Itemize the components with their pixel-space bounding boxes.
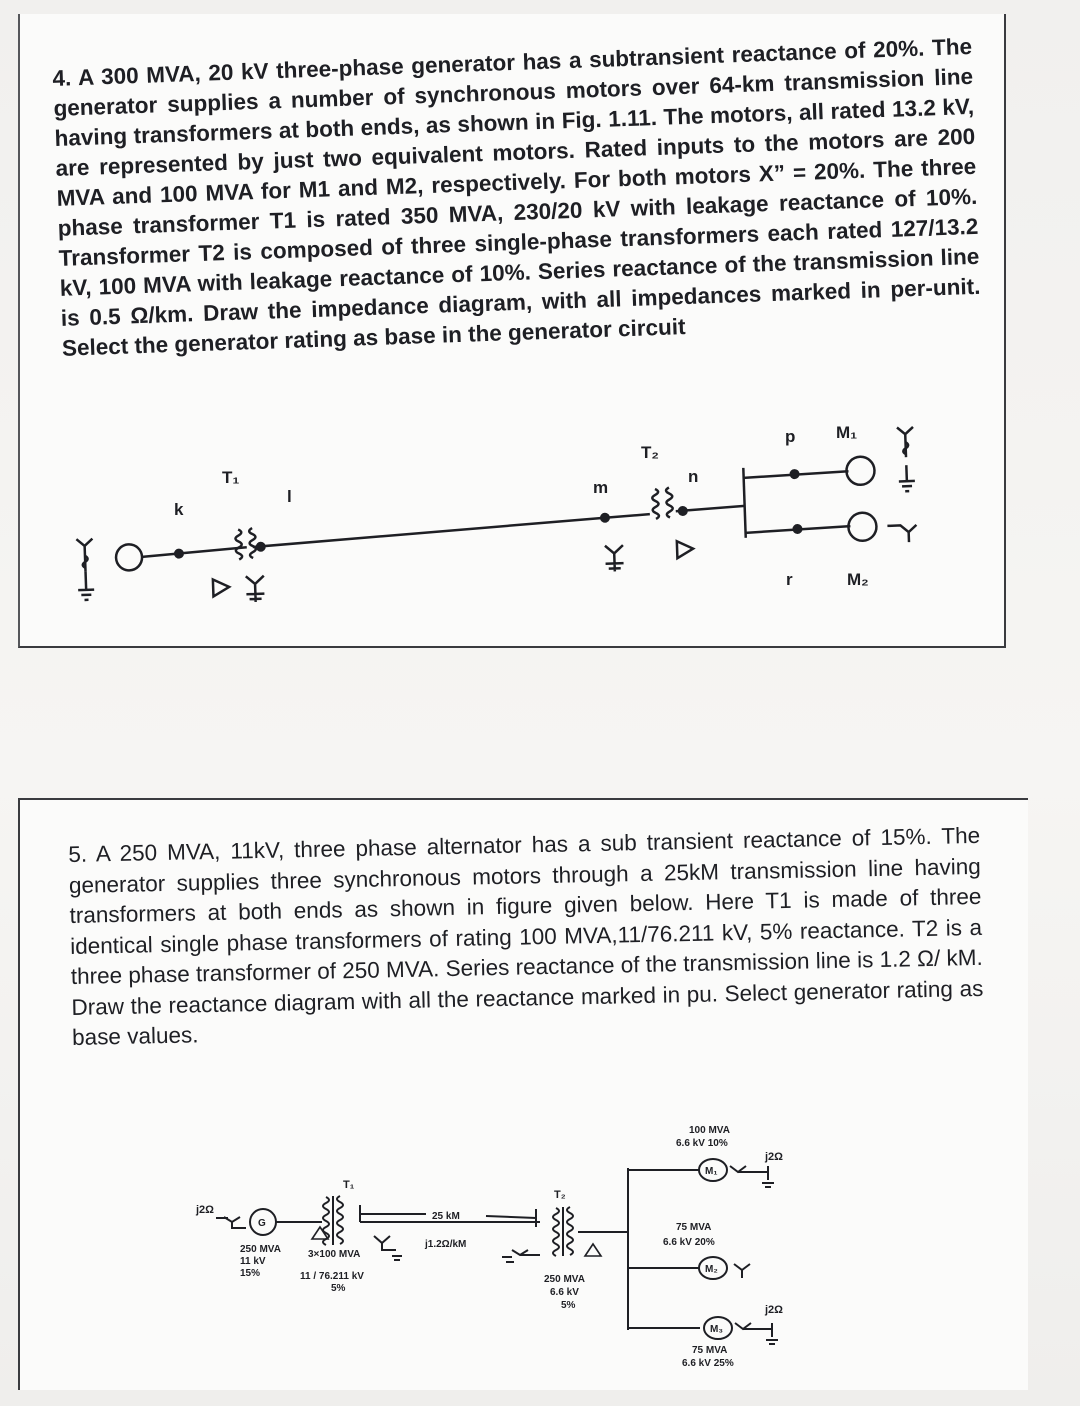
m3-symbol: M₃ — [710, 1324, 723, 1335]
t1-mva: 3×100 MVA — [308, 1249, 361, 1260]
m3-ground-reactance: j2Ω — [765, 1304, 783, 1316]
t2-x: 5% — [561, 1300, 576, 1311]
m1-symbol: M₁ — [705, 1166, 718, 1177]
label-r: r — [786, 570, 793, 589]
t2-mva: 250 MVA — [544, 1274, 585, 1285]
m1-ground-reactance: j2Ω — [765, 1151, 783, 1163]
problem-5-text: 5. A 250 MVA, 11kV, three phase alternator has a sub transient reactance of 15%. The generator supplies three synchronous motors through a 25kM transmission line having transformers at both ends as shown in figure given below. Here T1 is made of three identical single phase transformers of rating 100 MVA,11/76.211 kV, 5% reactance. T2 is a three phase transformer of 250 MVA. Series reactance of the transmission line is 1.2 Ω/ kM. Draw the reactance diagram with all the reactance marked in pu. Select generator rating as base values. — [68, 822, 984, 1050]
label-n: n — [688, 467, 699, 486]
m1-mva: 100 MVA — [689, 1125, 730, 1136]
label-m1: M₁ — [836, 423, 858, 442]
gen-symbol: G — [258, 1218, 266, 1229]
line-reactance: j1.2Ω/kM — [425, 1239, 467, 1250]
m2-kv-x: 6.6 kV 20% — [663, 1237, 715, 1248]
m1-kv-x: 6.6 kV 10% — [676, 1138, 728, 1149]
t1-x: 5% — [331, 1283, 346, 1294]
line-length: 25 kM — [432, 1211, 460, 1222]
label-m2: M₂ — [847, 570, 869, 589]
gen-kv: 11 kV — [240, 1256, 266, 1267]
m3-mva: 75 MVA — [692, 1345, 728, 1356]
t2-kv: 6.6 kV — [550, 1287, 579, 1298]
label-t1: T₁ — [222, 468, 240, 487]
label-t2: T₂ — [641, 443, 659, 462]
label-l: l — [287, 487, 292, 506]
gen-mva: 250 MVA — [240, 1244, 281, 1255]
label-k: k — [174, 500, 184, 519]
label-p: p — [785, 427, 796, 446]
t1-kv: 11 / 76.211 kV — [300, 1271, 364, 1282]
m2-mva: 75 MVA — [676, 1222, 712, 1233]
t2-label-5: T₂ — [554, 1189, 566, 1201]
t1-label-5: T₁ — [343, 1179, 355, 1191]
problem-4-text: 4. A 300 MVA, 20 kV three-phase generator has a subtransient reactance of 20%. The generator supplies a number of synchronous motors over 64-km transmission line having transformers at both ends, as shown in Fig. 1.11. The motors, all rated 13.2 kV, are represented by just two equivalent motors. Rated inputs to the motors are 200 MVA and 100 MVA for M1 and M2, respectively. For both motors X” = 20%. The three phase transformer T1 is rated 350 MVA, 230/20 kV with leakage reactance of 10%. Transformer T2 is composed of three single-phase transformers each rated 127/13.2 kV, 100 MVA with leakage reactance of 10%. Series reactance of the transmission line is 0.5 Ω/km. Draw the impedance diagram, with all impedances marked in per-unit. Select the generator rating as base in the generator circuit — [52, 33, 981, 361]
gen-ground-reactance: j2Ω — [196, 1204, 214, 1216]
gen-x: 15% — [240, 1268, 261, 1279]
m3-kv-x: 6.6 kV 25% — [682, 1358, 734, 1369]
m2-symbol: M₂ — [705, 1264, 718, 1275]
label-m: m — [593, 478, 609, 497]
